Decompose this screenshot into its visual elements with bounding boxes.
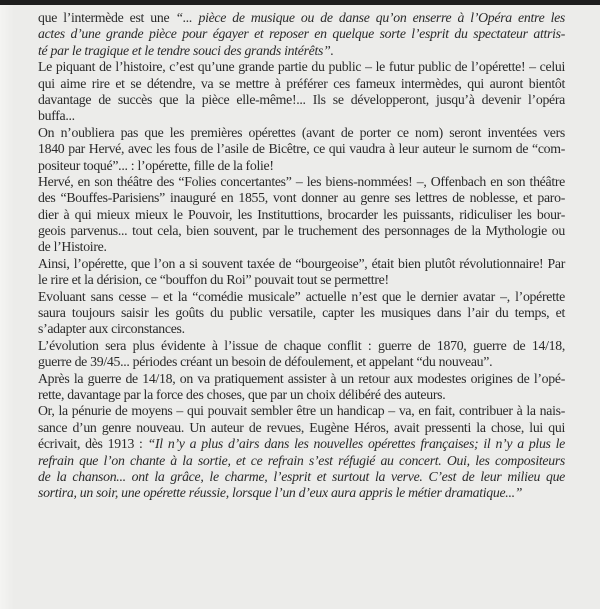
text-line [38, 453, 565, 469]
page-edge-shade [0, 5, 14, 609]
quoted-text: refrain que l’on chante à la sortie, et ce refrain s’est réfugié au concert. Oui, les compositeurs [38, 452, 565, 468]
body-text: 1840 par Hervé, avec les fous de l’asile de Bicêtre, ce qui vaudra à leur auteur le surnom de “com- [38, 141, 565, 157]
body-text: guerre de 39/45... périodes créant un besoin de défoulement, et appelant “du nouveau”. [38, 354, 493, 370]
text-line [38, 190, 565, 206]
body-text: saura toujours saisir les goûts du public versatile, capter les musiques dans l’air du temps, et [38, 305, 565, 321]
body-text: Le piquant de l’histoire, c’est qu’une grande partie du public – le futur public de l’opérette! – celui [38, 59, 565, 75]
text-line [38, 469, 565, 485]
body-text: écrivait, dès 1913 : [38, 436, 148, 452]
paragraph [38, 338, 565, 371]
body-text: Hervé, en son théâtre des “Folies concertantes” – les biens-nommées! –, Offenbach en son théâtre [38, 173, 565, 189]
text-line [38, 436, 565, 452]
quoted-text: actes d’une grande pièce pour égayer et reposer en quelque sorte l’esprit du spectateur attris- [38, 26, 565, 42]
text-line [38, 223, 565, 239]
text-line [38, 403, 565, 419]
body-text: que l’intermède est une [38, 10, 176, 25]
text-line [38, 239, 565, 255]
quoted-text: té par le tragique et le tendre souci des grands intérêts”. [38, 42, 334, 58]
body-text: buffa... [38, 108, 75, 124]
text-line [38, 26, 565, 42]
text-line [38, 125, 565, 141]
body-text: geois parvenus... tout cela, bien souvent, par le truchement des personnages de la Mythologie ou [38, 223, 565, 239]
text-line [38, 256, 565, 272]
paragraph [38, 256, 565, 289]
text-line [38, 420, 565, 436]
paragraph [38, 10, 565, 59]
text-line [38, 92, 565, 108]
text-line [38, 207, 565, 223]
body-text: Ainsi, l’opérette, que l’on a si souvent taxée de “bourgeoise”, était bien plutôt révolutionnaire! Par [38, 255, 565, 271]
text-line [38, 158, 565, 174]
body-text: Or, la pénurie de moyens – qui pouvait sembler être un handicap – va, en fait, contribuer à la nais- [38, 403, 565, 419]
text-line [38, 338, 565, 354]
text-line [38, 108, 565, 124]
paragraph [38, 403, 565, 501]
quoted-text: “... pièce de musique ou de danse qu’on enserre à l’Opéra entre les [175, 10, 565, 25]
paragraph [38, 174, 565, 256]
text-line [38, 141, 565, 157]
body-text: de l’Histoire. [38, 239, 107, 255]
body-text: L’évolution sera plus évidente à l’issue de chaque conflit : guerre de 1870, guerre de 14/18, [38, 337, 565, 353]
body-text: sance d’un genre nouveau. Un auteur de revues, Eugène Héros, avait pressenti la chose, lui qui [38, 419, 565, 435]
text-line [38, 485, 565, 501]
quoted-text: de la chanson... ont la grâce, le charme, l’esprit et surtout la verve. C’est de leur milieu que [38, 468, 565, 484]
text-line [38, 321, 565, 337]
body-text: des “Bouffes-Parisiens” inauguré en 1855, vont donner au genre ses lettres de noblesse, et paro- [38, 190, 565, 206]
body-text: On n’oubliera pas que les premières opérettes (avant de porter ce nom) seront inventées vers [38, 124, 565, 140]
body-text: Evoluant sans cesse – et la “comédie musicale” actuelle n’est que le dernier avatar –, l’opérette [38, 288, 565, 304]
body-text: s’adapter aux circonstances. [38, 321, 185, 337]
text-line [38, 289, 565, 305]
quoted-text: “Il n’y a plus d’airs dans les nouvelles opérettes françaises; il n’y a plus le [147, 436, 565, 452]
paragraph [38, 125, 565, 174]
scan-top-border [0, 0, 600, 5]
body-text: le rire et la dérision, ce “bouffon du Roi” pouvait tout se permettre! [38, 272, 389, 288]
paragraph [38, 289, 565, 338]
text-line [38, 10, 565, 26]
text-line [38, 43, 565, 59]
body-text: positeur toqué”... : l’opérette, fille de la folie! [38, 157, 274, 173]
document-body [38, 10, 565, 502]
body-text: qui aime rire et se détendre, va se mettre à préférer ces fameux intermèdes, qui auront bientôt [38, 75, 565, 91]
body-text: rette, davantage par la force des choses, que par un choix délibéré des auteurs. [38, 386, 446, 402]
text-line [38, 174, 565, 190]
text-line [38, 371, 565, 387]
text-line [38, 59, 565, 75]
body-text: dier à qui mieux mieux le Pouvoir, les Instituttions, brocarder les puissants, ridiculiser les bour- [38, 206, 565, 222]
text-line [38, 272, 565, 288]
text-line [38, 354, 565, 370]
body-text: Après la guerre de 14/18, on va pratiquement assister à un retour aux modestes origines de l’opé- [38, 370, 565, 386]
text-line [38, 76, 565, 92]
paragraph [38, 371, 565, 404]
body-text: davantage de succès que la pièce elle-même!... Ils se développeront, jusqu’à devenir l’opéra [38, 91, 565, 107]
quoted-text: sortira, un soir, une opérette réussie, lorsque l’un d’eux aura appris le métier dramatique...” [38, 485, 523, 501]
text-line [38, 305, 565, 321]
text-line [38, 387, 565, 403]
paragraph [38, 59, 565, 125]
